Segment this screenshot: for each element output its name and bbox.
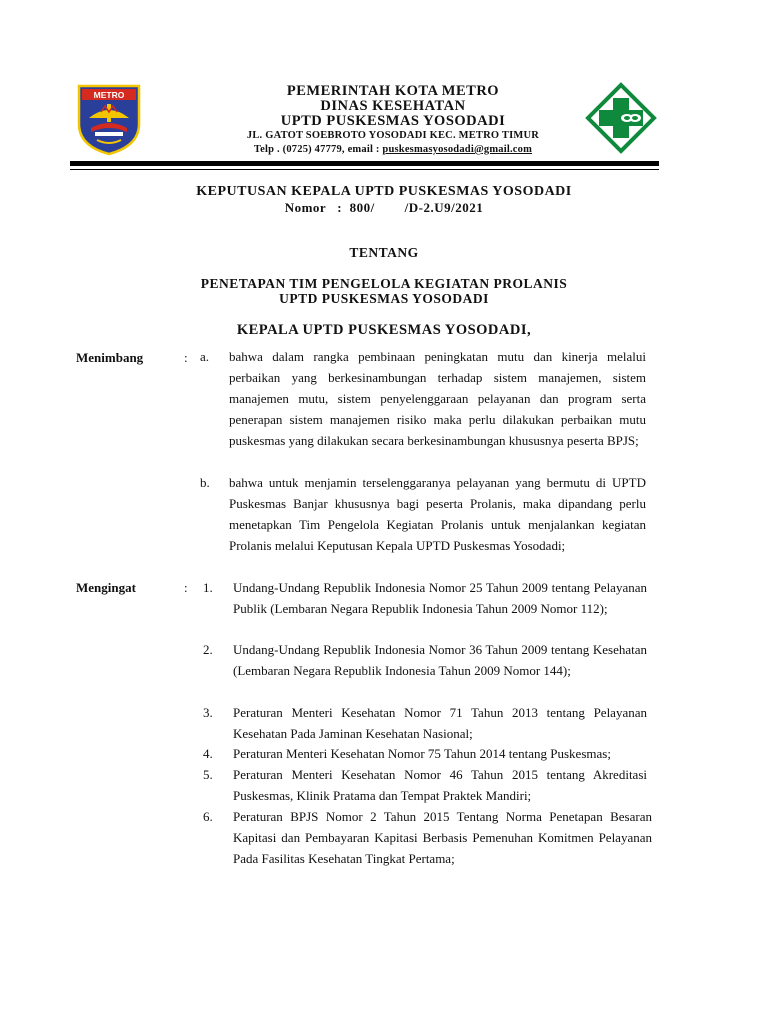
contact-prefix: Telp . (0725) 47779, email : [253,144,383,155]
issuer-heading: KEPALA UPTD PUSKESMAS YOSODADI, [236,322,532,338]
puskesmas-logo-icon [585,82,657,154]
menimbang-item-b [200,472,648,556]
menimbang-item-a [200,346,648,472]
item-text: Peraturan BPJS Nomor 2 Tahun 2015 Tentang Norma Penetapan Besaran Kapitasi dan Pembayaran Kapitasi Berbasis Pemenuhan Komitmen Pelayanan Pada Fasilitas Kesehatan Tingkat Pertama; [233,809,652,866]
item-marker: 3. [203,705,213,720]
mengingat-label: Mengingat [76,580,136,595]
decree-title: KEPUTUSAN KEPALA UPTD PUSKESMAS YOSODADI [196,184,572,199]
emblem-label: METRO [93,90,125,100]
item-marker: 5. [203,767,213,782]
item-text: bahwa untuk menjamin terselenggaranya pelayanan yang bermutu di UPTD Puskesmas Banjar khususnya bagi peserta Prolanis, maka dipandang perlu menetapkan Tim Pengelola Kegiatan Prolanis untuk menjalankan kegiatan Prolanis melalui Keputusan Kepala UPTD Puskesmas Yosodadi; [229,475,646,553]
item-text: Undang-Undang Republik Indonesia Nomor 25 Tahun 2009 tentang Pelayanan Publik (Lembaran Negara Republik Indonesia Tahun 2009 Nomor 112); [233,580,647,616]
item-text: Peraturan Menteri Kesehatan Nomor 75 Tahun 2014 tentang Puskesmas; [233,746,611,761]
item-marker: 6. [203,809,213,824]
item-marker: b. [200,475,210,490]
mengingat-colon: : [184,580,188,595]
subject-line-1: PENETAPAN TIM PENGELOLA KEGIATAN PROLANIS [200,276,568,291]
mengingat-item-1 [203,577,653,640]
mengingat-item-3 [203,702,653,744]
about-heading: TENTANG [349,245,419,260]
item-marker: 1. [203,580,213,595]
mengingat-item-4 [203,743,653,764]
item-text: Peraturan Menteri Kesehatan Nomor 46 Tahun 2015 tentang Akreditasi Puskesmas, Klinik Pratama dan Tempat Praktek Mandiri; [233,767,647,803]
letterhead-divider-thin [70,169,659,170]
item-text: Peraturan Menteri Kesehatan Nomor 71 Tahun 2013 tentang Pelayanan Kesehatan Pada Jaminan Kesehatan Nasional; [233,705,647,741]
menimbang-colon: : [184,350,188,365]
department-name: DINAS KESEHATAN [320,98,466,114]
item-marker: a. [200,349,210,364]
decree-number [70,200,698,216]
contact-line [150,143,636,157]
item-text: Undang-Undang Republik Indonesia Nomor 36 Tahun 2009 tentang Kesehatan (Lembaran Negara Republik Indonesia Tahun 2009 Nomor 144); [233,642,647,678]
subject-line-2: UPTD PUSKESMAS YOSODADI [279,291,489,306]
decree-number-label: Nomor [284,200,326,215]
decree-number-value: : 800/ /D-2.U9/2021 [337,200,484,215]
government-name: PEMERINTAH KOTA METRO [286,83,500,99]
item-marker: 4. [203,746,213,761]
email-link[interactable]: puskesmasyosodadi@gmail.com [382,144,533,155]
institution-name: UPTD PUSKESMAS YOSODADI [280,113,506,129]
mengingat-item-2 [203,639,653,702]
address: JL. GATOT SOEBROTO YOSODADI KEC. METRO TIMUR [246,130,540,141]
item-marker: 2. [203,642,213,657]
mengingat-item-6 [203,806,653,869]
mengingat-item-5 [203,764,653,806]
letterhead-text [150,84,636,157]
item-text: bahwa dalam rangka pembinaan peningkatan mutu dan kinerja melalui perbaikan yang berkesinambungan terhadap sistem manajemen, sistem manajemen mutu, sistem penyelenggaraan pelayanan dan program serta penerapan sistem manajemen risiko maka perlu dilakukan perbaikan mutu puskesmas yang dilakukan secara berkesinambungan khususnya peserta BPJS; [229,349,646,448]
letterhead-divider-thick [70,161,659,166]
metro-city-emblem-icon [77,84,141,156]
letterhead [0,0,768,175]
menimbang-label: Menimbang [76,350,144,365]
